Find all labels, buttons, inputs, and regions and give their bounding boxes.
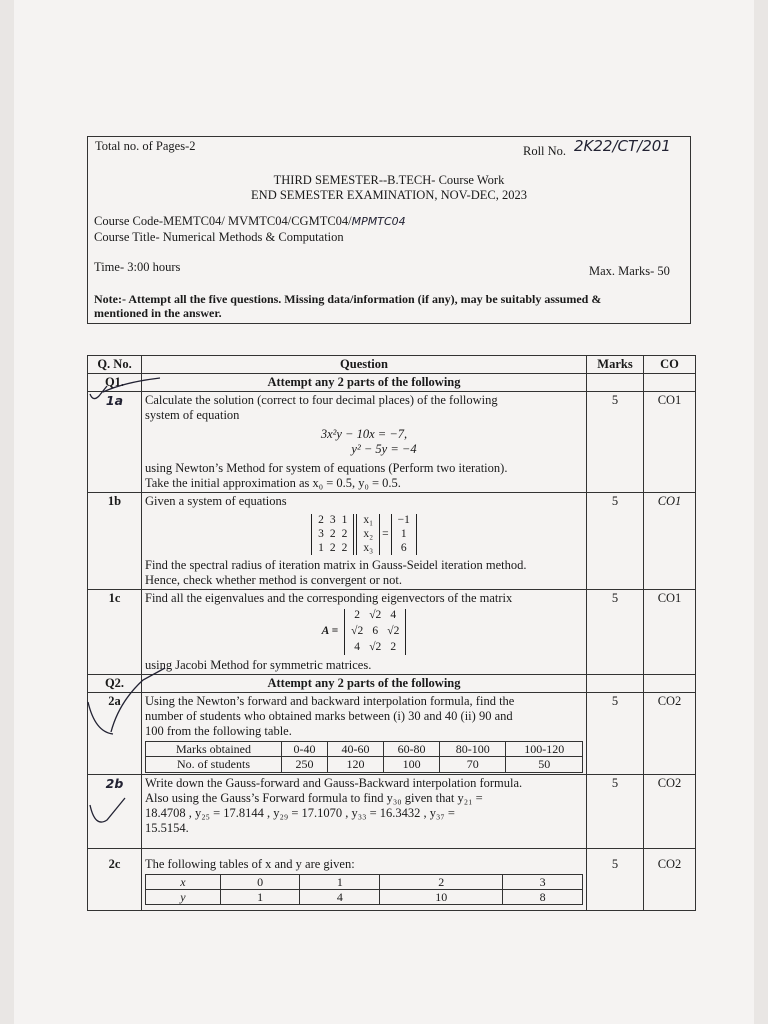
q1b-number: 1b xyxy=(88,493,142,590)
q2b-co: CO2 xyxy=(644,774,696,848)
q1-number: Q1. xyxy=(88,374,142,392)
q1b-co: CO1 xyxy=(644,493,696,590)
q1b-coefficient-matrix: 2 3 1 3 2 2 1 2 2 xyxy=(311,514,354,555)
q1a-row xyxy=(88,392,696,493)
q2c-question: The following tables of x and y are given: x 0 1 2 3 y 1 4 10 8 xyxy=(142,848,587,910)
q1a-equation-2: y² − 5y = −4 xyxy=(351,442,417,456)
semester-title: THIRD SEMESTER--B.TECH- Course Work xyxy=(273,173,505,187)
q2a-marks: 5 xyxy=(587,692,644,774)
col-marks: Marks xyxy=(587,356,644,374)
q1b-variable-vector: x₁ x₂ x₃ xyxy=(356,514,380,555)
exam-title: END SEMESTER EXAMINATION, NOV-DEC, 2023 xyxy=(251,188,527,202)
q2c-co: CO2 xyxy=(644,848,696,910)
q2-number: Q2. xyxy=(88,674,142,692)
q2b-marks: 5 xyxy=(587,774,644,848)
q1a-marks: 5 xyxy=(587,392,644,493)
q1c-row xyxy=(88,590,696,674)
handwritten-tick-q1a xyxy=(85,372,175,412)
q1a-equation-1: 3x²y − 10x = −7, xyxy=(320,427,408,441)
q1-instruction: Attempt any 2 parts of the following xyxy=(142,374,587,392)
q2c-row xyxy=(88,848,696,910)
max-marks: Max. Marks- 50 xyxy=(589,264,670,278)
course-code-handwritten: MPMTC04 xyxy=(351,215,406,228)
q1c-marks: 5 xyxy=(587,590,644,674)
course-code-text: Course Code-MEMTC04/ MVMTC04/CGMTC04/ xyxy=(94,214,352,228)
q2c-marks: 5 xyxy=(587,848,644,910)
q1c-number: 1c xyxy=(88,590,142,674)
note-line-1: Note:- Attempt all the five questions. Missing data/information (if any), may be suitably assumed & xyxy=(94,292,602,306)
exam-time: Time- 3:00 hours xyxy=(94,260,181,274)
q1a-question: Calculate the solution (correct to four decimal places) of the following system of equation 3x²y − 10x = −7, y² − 5y = −4 using Newton’s Method for system of equations (Perform two iteration). Take the initial approximation as x₀ = 0.5, y₀ = 0.5. xyxy=(142,392,587,493)
q2b-number: 2b xyxy=(88,774,142,848)
q2c-number: 2c xyxy=(88,848,142,910)
col-co: CO xyxy=(644,356,696,374)
roll-number-handwritten: 2K22/CT/201 xyxy=(574,137,671,155)
q2a-number: 2a xyxy=(88,692,142,774)
handwritten-tick-q2b xyxy=(85,790,155,840)
total-pages: Total no. of Pages-2 xyxy=(95,139,196,153)
table-header-row xyxy=(88,356,696,374)
q1b-marks: 5 xyxy=(587,493,644,590)
q1a-number: 1a xyxy=(88,392,142,493)
course-title: Course Title- Numerical Methods & Computation xyxy=(94,230,344,244)
q1c-question: Find all the eigenvalues and the corresponding eigenvectors of the matrix A = 2 √2 4 √2 6 √2 4 √2 2 using Jacobi Method for symmetric matrices. xyxy=(142,590,587,674)
q1b-rhs-vector: −1 1 6 xyxy=(391,514,417,555)
q2c-xy-table: x 0 1 2 3 y 1 4 10 8 xyxy=(145,874,583,906)
q1b-question: Given a system of equations 2 3 1 3 2 2 1 2 2 x₁ x₂ x₃ = −1 1 6 Find the spectral radius of iteration matrix in Gauss-Seidel iteration method. Hence, check whether method is convergent or not. xyxy=(142,493,587,590)
q2a-row xyxy=(88,692,696,774)
question-table xyxy=(87,355,696,911)
q1b-matrix-system: 2 3 1 3 2 2 1 2 2 x₁ x₂ x₃ = −1 1 6 xyxy=(145,512,583,555)
note-line-2: mentioned in the answer. xyxy=(94,306,222,320)
q1-row xyxy=(88,374,696,392)
q1c-matrix-a: A = 2 √2 4 √2 6 √2 4 √2 2 xyxy=(145,609,583,654)
q2-row xyxy=(88,674,696,692)
q2a-co: CO2 xyxy=(644,692,696,774)
course-code xyxy=(94,215,406,229)
q1c-co: CO1 xyxy=(644,590,696,674)
q2-instruction: Attempt any 2 parts of the following xyxy=(142,674,587,692)
q2b-row xyxy=(88,774,696,848)
q2b-question: Write down the Gauss-forward and Gauss-Backward interpolation formula. Also using the Gauss’s Forward formula to find y₃₀ given that y₂₁ = 18.4708 , y₂₅ = 17.8144 , y₂₉ = 17.1070 , y₃₃ = 16.3432 , y₃₇ = 15.5154. xyxy=(142,774,587,848)
col-question: Question xyxy=(142,356,587,374)
q1b-row xyxy=(88,493,696,590)
roll-label: Roll No. xyxy=(523,144,567,158)
q2a-marks-table: Marks obtained 0-40 40-60 60-80 80-100 100-120 No. of students 250 120 100 70 50 xyxy=(145,741,583,773)
q1a-co: CO1 xyxy=(644,392,696,493)
handwritten-tick-q2a xyxy=(85,662,175,742)
col-qno: Q. No. xyxy=(88,356,142,374)
q2a-question: Using the Newton’s forward and backward interpolation formula, find the number of students who obtained marks between (i) 30 and 40 (ii) 90 and 100 from the following table. Marks obtained 0-40 40-60 60-80 80-100 100-120 No. of students 250 120 100 70 50 xyxy=(142,692,587,774)
